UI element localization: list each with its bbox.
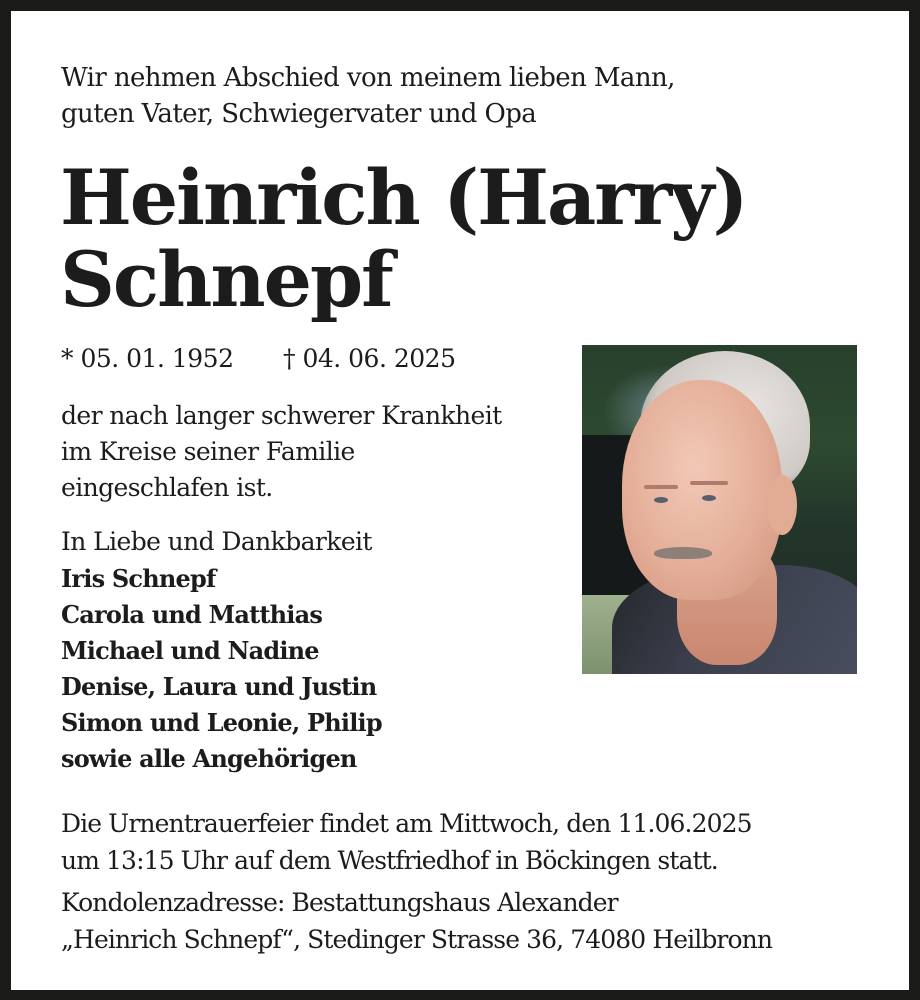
condolence-line: „Heinrich Schnepf“, Stedinger Strasse 36, 74080 Heilbronn [61, 925, 773, 954]
photo-face [622, 380, 782, 600]
deceased-name [60, 153, 747, 324]
family-list [61, 561, 382, 777]
phrase-line: im Kreise seiner Familie [61, 437, 355, 466]
ceremony-line: um 13:15 Uhr auf dem Westfriedhof in Böckingen statt. [61, 846, 718, 875]
ceremony-info [61, 805, 752, 879]
name-line-surname: Schnepf [60, 235, 392, 324]
ceremony-line: Die Urnentrauerfeier findet am Mittwoch, den 11.06.2025 [61, 809, 752, 838]
family-member: Michael und Nadine [61, 636, 319, 665]
photo-brow [644, 485, 678, 489]
birth-date: * 05. 01. 1952 [61, 344, 234, 373]
family-member: Carola und Matthias [61, 600, 323, 629]
photo-brow [690, 481, 728, 485]
photo-mustache [654, 547, 712, 559]
photo-eye [702, 495, 716, 501]
intro-text [61, 60, 675, 132]
intro-line: guten Vater, Schwiegervater und Opa [61, 99, 537, 129]
condolence-address [61, 884, 772, 958]
phrase-line: eingeschlafen ist. [61, 473, 273, 502]
portrait-photo [582, 345, 857, 674]
photo-eye [654, 497, 668, 503]
family-member: Iris Schnepf [61, 564, 216, 593]
condolence-line: Kondolenzadresse: Bestattungshaus Alexander [61, 888, 618, 917]
passing-phrase [61, 398, 502, 506]
family-member: Simon und Leonie, Philip [61, 708, 382, 737]
death-date: † 04. 06. 2025 [283, 344, 456, 373]
intro-line: Wir nehmen Abschied von meinem lieben Mann, [61, 63, 675, 93]
photo-ear [767, 475, 797, 535]
name-line-first: Heinrich (Harry) [60, 153, 747, 242]
signoff: In Liebe und Dankbarkeit [61, 527, 372, 556]
family-member: Denise, Laura und Justin [61, 672, 377, 701]
obituary-notice [11, 11, 909, 990]
family-member: sowie alle Angehörigen [61, 744, 357, 773]
phrase-line: der nach langer schwerer Krankheit [61, 401, 502, 430]
